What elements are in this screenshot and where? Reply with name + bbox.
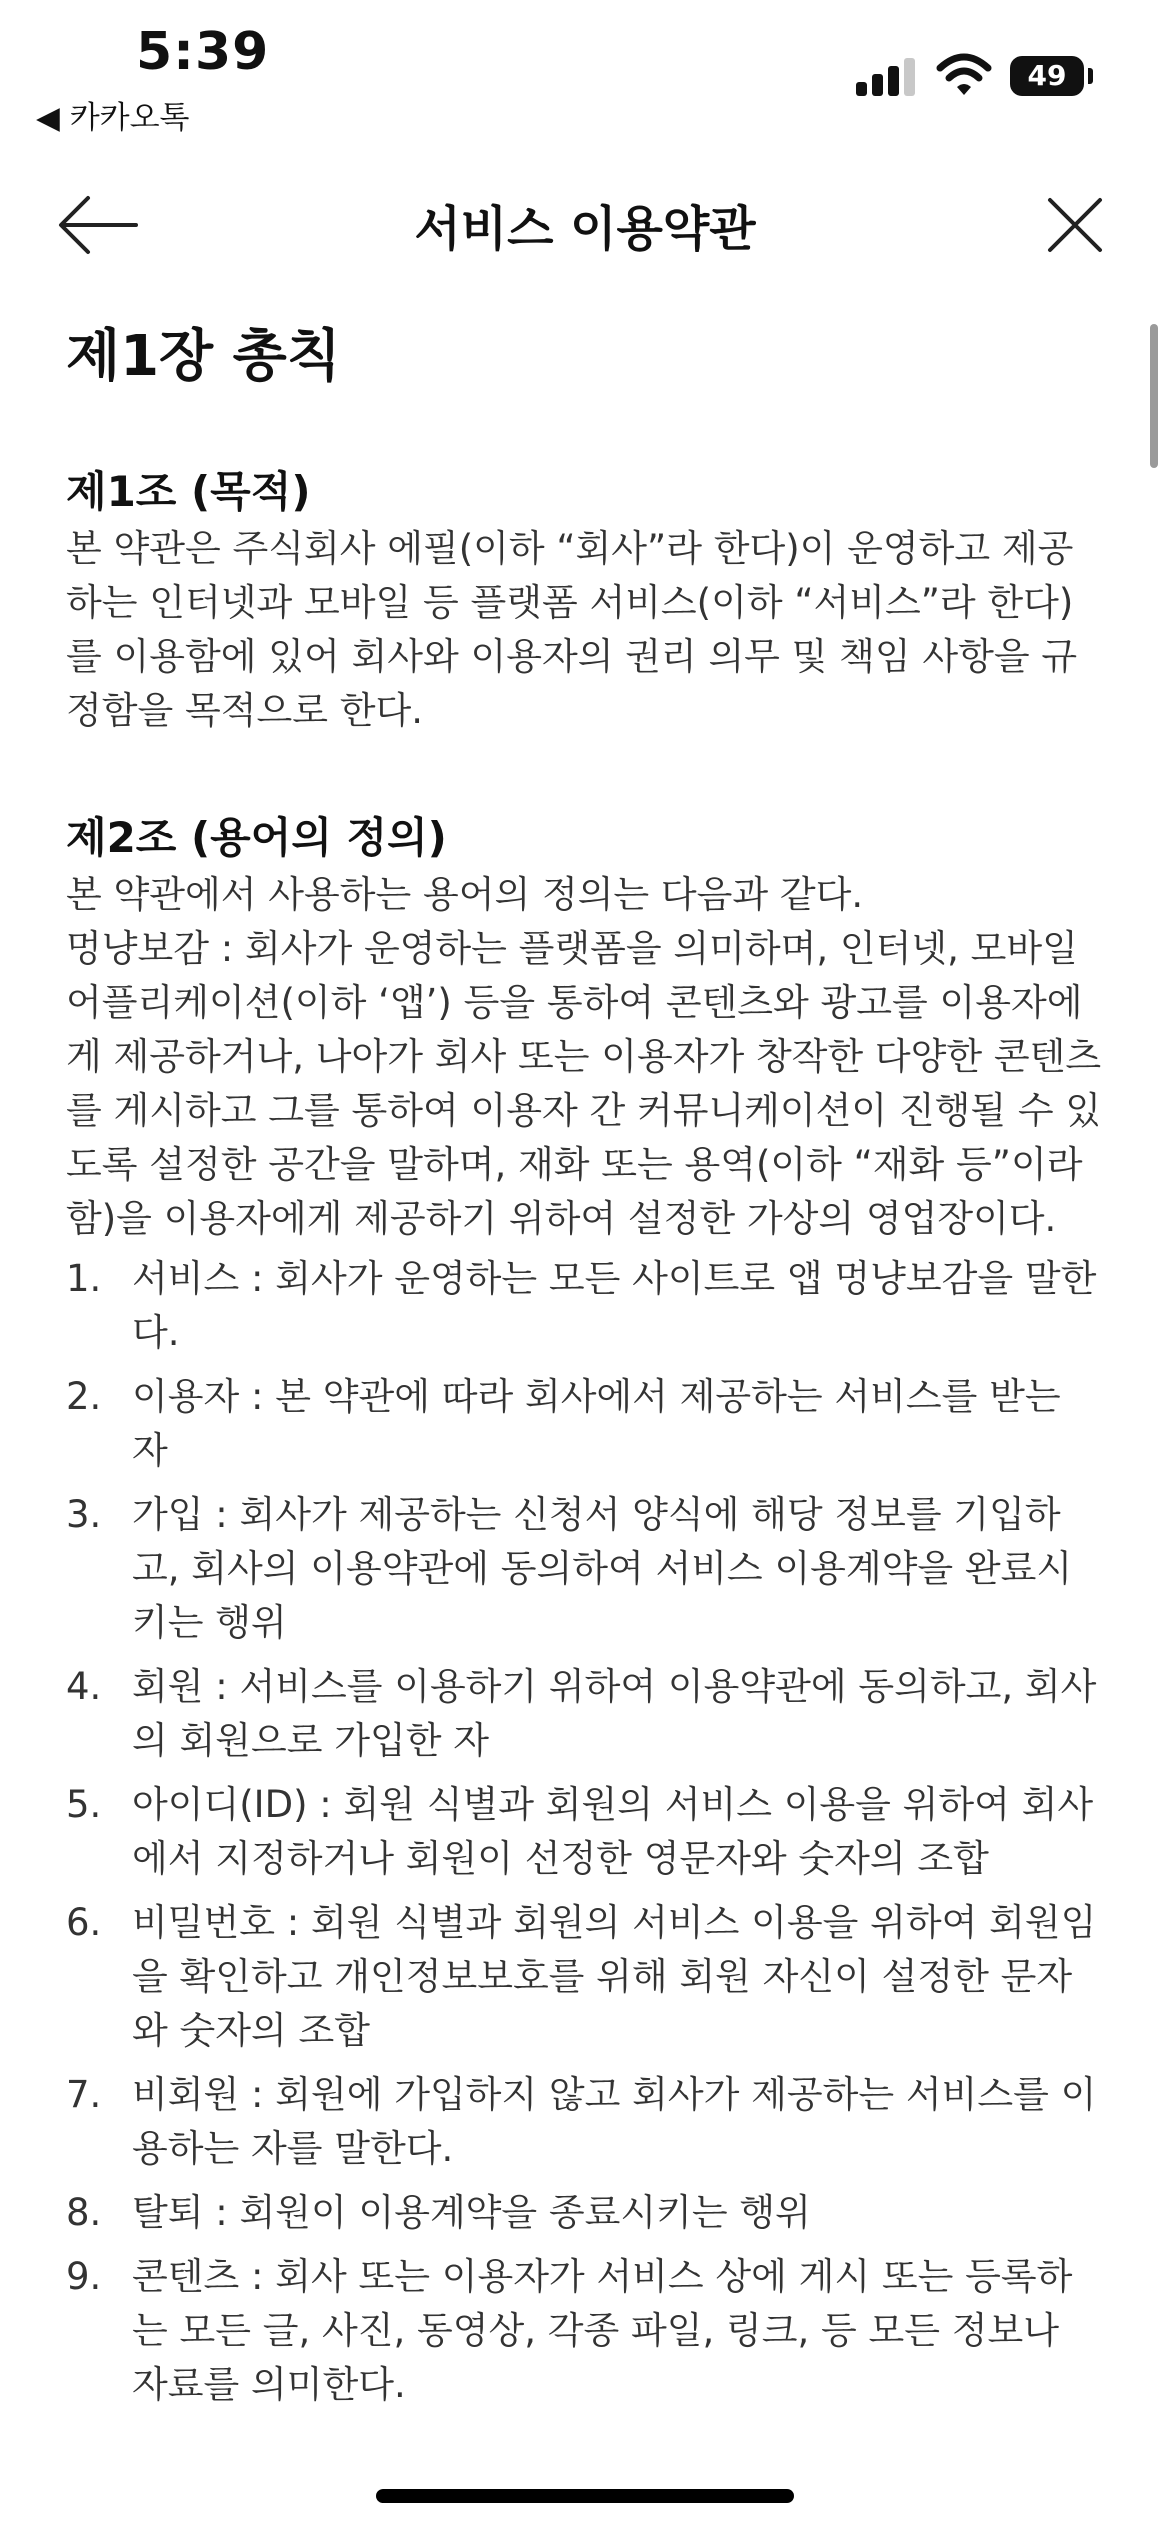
list-item xyxy=(66,1896,1106,2058)
list-item xyxy=(66,2068,1106,2176)
list-item-text: 가입 : 회사가 제공하는 신청서 양식에 해당 정보를 기입하고, 회사의 이용약관에 동의하여 서비스 이용계약을 완료시키는 행위 xyxy=(132,1493,1073,1644)
article-2-intro: 본 약관에서 사용하는 용어의 정의는 다음과 같다. xyxy=(66,873,864,916)
list-item-text: 탈퇴 : 회원이 이용계약을 종료시키는 행위 xyxy=(132,2191,811,2234)
article-1-title: 제1조 (목적) xyxy=(66,467,311,516)
list-item xyxy=(66,1660,1106,1768)
list-item-number: 3. xyxy=(66,1493,102,1536)
list-item-text: 이용자 : 본 약관에 따라 회사에서 제공하는 서비스를 받는 자 xyxy=(132,1375,1061,1472)
list-item-number: 8. xyxy=(66,2191,102,2234)
battery-icon: 49 xyxy=(1010,56,1084,96)
list-item-text: 비밀번호 : 회원 식별과 회원의 서비스 이용을 위하여 회원임을 확인하고 개인정보보호를 위해 회원 자신이 설정한 문자와 숫자의 조합 xyxy=(132,1901,1097,2052)
list-item xyxy=(66,1488,1106,1650)
article-2 xyxy=(66,808,1106,2412)
article-2-title: 제2조 (용어의 정의) xyxy=(66,813,447,862)
list-item xyxy=(66,1252,1106,1360)
definition-list xyxy=(66,1252,1106,2412)
list-item xyxy=(66,1778,1106,1886)
battery-tip xyxy=(1088,68,1093,84)
list-item-text: 아이디(ID) : 회원 식별과 회원의 서비스 이용을 위하여 회사에서 지정하거나 회원이 선정한 영문자와 숫자의 조합 xyxy=(132,1783,1094,1880)
list-item-number: 4. xyxy=(66,1665,102,1708)
article-2-definition: 멍냥보감 : 회사가 운영하는 플랫폼을 의미하며, 인터넷, 모바일 어플리케이션(이하 ‘앱’) 등을 통하여 콘텐츠와 광고를 이용자에게 제공하거나, 나아가 회사 또는 이용자가 창작한 다양한 콘텐츠를 게시하고 그를 통하여 이용자 간 커뮤니케이션이 진행될 수 있도록 설정한 공간을 말하며, 재화 또는 용역(이하 “재화 등”이라 함)을 이용자에게 제공하기 위하여 설정한 가상의 영업장이다. xyxy=(66,927,1102,1240)
wifi-icon xyxy=(936,52,992,98)
list-item-text: 서비스 : 회사가 운영하는 모든 사이트로 앱 멍냥보감을 말한다. xyxy=(132,1257,1097,1354)
list-item-number: 9. xyxy=(66,2255,102,2298)
list-item-text: 비회원 : 회원에 가입하지 않고 회사가 제공하는 서비스를 이용하는 자를 말한다. xyxy=(132,2073,1097,2170)
terms-content[interactable] xyxy=(66,300,1106,2422)
list-item-number: 6. xyxy=(66,1901,102,1944)
scrollbar-thumb[interactable] xyxy=(1150,324,1158,468)
list-item xyxy=(66,2186,1106,2240)
close-icon[interactable] xyxy=(1040,190,1110,260)
article-1 xyxy=(66,462,1106,738)
back-to-app-link[interactable]: ◀ 카카오톡 xyxy=(36,100,190,136)
list-item xyxy=(66,2250,1106,2412)
status-bar xyxy=(0,0,1170,140)
list-item-text: 콘텐츠 : 회사 또는 이용자가 서비스 상에 게시 또는 등록하는 모든 글, 사진, 동영상, 각종 파일, 링크, 등 모든 정보나 자료를 의미한다. xyxy=(132,2255,1073,2406)
list-item xyxy=(66,1370,1106,1478)
chapter-title: 제1장 총칙 xyxy=(66,324,341,389)
list-item-number: 2. xyxy=(66,1375,102,1418)
list-item-number: 1. xyxy=(66,1257,102,1300)
list-item-text: 회원 : 서비스를 이용하기 위하여 이용약관에 동의하고, 회사의 회원으로 가입한 자 xyxy=(132,1665,1097,1762)
status-time: 5:39 xyxy=(136,22,270,82)
article-1-body: 본 약관은 주식회사 에필(이하 “회사”라 한다)이 운영하고 제공하는 인터넷과 모바일 등 플랫폼 서비스(이하 “서비스”라 한다)를 이용함에 있어 회사와 이용자의 권리 의무 및 책임 사항을 규정함을 목적으로 한다. xyxy=(66,527,1078,732)
list-item-number: 7. xyxy=(66,2073,102,2116)
nav-bar xyxy=(0,160,1170,290)
home-indicator[interactable] xyxy=(376,2489,794,2503)
signal-icon xyxy=(856,56,916,96)
page-title: 서비스 이용약관 xyxy=(414,201,756,257)
list-item-number: 5. xyxy=(66,1783,102,1826)
